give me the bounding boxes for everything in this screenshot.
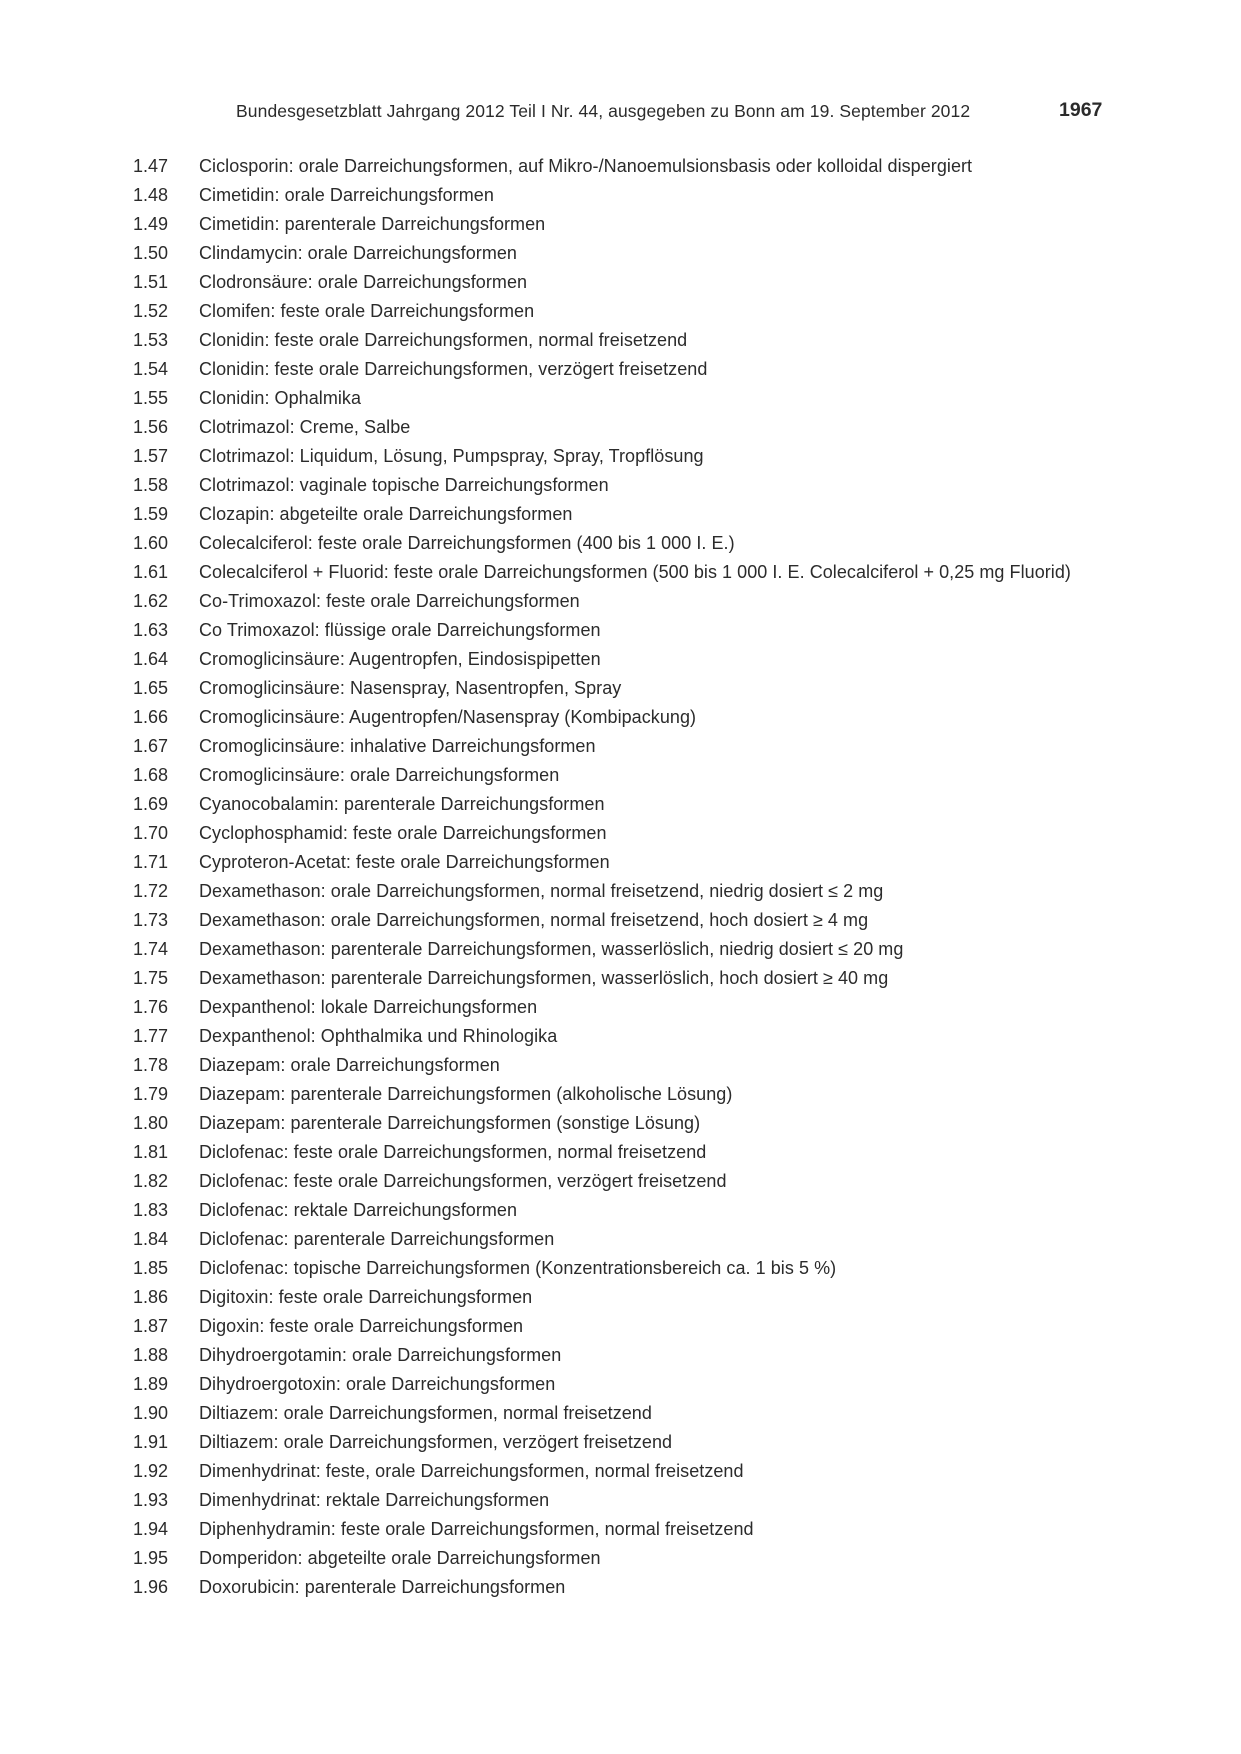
- list-item: [133, 1341, 1118, 1370]
- entry-text: Clodronsäure: orale Darreichungsformen: [199, 272, 528, 292]
- list-item: [133, 326, 1118, 355]
- entry-number: 1.79: [133, 1084, 169, 1104]
- list-item: [133, 1022, 1118, 1051]
- list-item: [133, 645, 1118, 674]
- entry-text: Cromoglicinsäure: Augentropfen, Eindosispipetten: [199, 649, 601, 669]
- entry-number: 1.74: [133, 939, 169, 959]
- entry-number: 1.80: [133, 1113, 169, 1133]
- entry-number: 1.63: [133, 620, 169, 640]
- entry-text: Diphenhydramin: feste orale Darreichungsformen, normal freisetzend: [199, 1519, 754, 1539]
- entry-text: Domperidon: abgeteilte orale Darreichungsformen: [199, 1548, 601, 1568]
- list-item: [133, 732, 1118, 761]
- entry-number: 1.62: [133, 591, 169, 611]
- entry-text: Dexamethason: parenterale Darreichungsformen, wasserlöslich, niedrig dosiert ≤ 20 mg: [199, 939, 904, 959]
- list-item: [133, 1225, 1118, 1254]
- entry-text: Cyclophosphamid: feste orale Darreichungsformen: [199, 823, 607, 843]
- entry-number: 1.85: [133, 1258, 169, 1278]
- list-item: [133, 1051, 1118, 1080]
- entry-number: 1.57: [133, 446, 169, 466]
- entry-number: 1.96: [133, 1577, 169, 1597]
- list-item: [133, 558, 1118, 587]
- list-item: [133, 906, 1118, 935]
- entry-number: 1.64: [133, 649, 169, 669]
- entry-number: 1.55: [133, 388, 169, 408]
- list-item: [133, 268, 1118, 297]
- list-item: [133, 935, 1118, 964]
- entry-text: Diclofenac: topische Darreichungsformen (Konzentrationsbereich ca. 1 bis 5 %): [199, 1258, 837, 1278]
- entry-text: Clonidin: feste orale Darreichungsformen, normal freisetzend: [199, 330, 688, 350]
- list-item: [133, 1486, 1118, 1515]
- entry-number: 1.87: [133, 1316, 169, 1336]
- list-item: [133, 181, 1118, 210]
- list-item: [133, 1167, 1118, 1196]
- entry-number: 1.48: [133, 185, 169, 205]
- entry-number: 1.78: [133, 1055, 169, 1075]
- entry-number: 1.89: [133, 1374, 169, 1394]
- entry-text: Clotrimazol: Creme, Salbe: [199, 417, 411, 437]
- list-item: [133, 529, 1118, 558]
- entry-text: Clindamycin: orale Darreichungsformen: [199, 243, 517, 263]
- entry-text: Cromoglicinsäure: Nasenspray, Nasentropfen, Spray: [199, 678, 622, 698]
- entry-text: Clomifen: feste orale Darreichungsformen: [199, 301, 535, 321]
- entry-number: 1.91: [133, 1432, 169, 1452]
- entry-text: Co-Trimoxazol: feste orale Darreichungsformen: [199, 591, 580, 611]
- entry-number: 1.49: [133, 214, 169, 234]
- entry-number: 1.56: [133, 417, 169, 437]
- entry-number: 1.90: [133, 1403, 169, 1423]
- entry-number: 1.50: [133, 243, 169, 263]
- entry-text: Co Trimoxazol: flüssige orale Darreichungsformen: [199, 620, 601, 640]
- list-item: [133, 1138, 1118, 1167]
- entry-text: Digitoxin: feste orale Darreichungsformen: [199, 1287, 533, 1307]
- entry-text: Diazepam: orale Darreichungsformen: [199, 1055, 500, 1075]
- list-item: [133, 1428, 1118, 1457]
- entry-number: 1.77: [133, 1026, 169, 1046]
- entry-number: 1.72: [133, 881, 169, 901]
- list-item: [133, 819, 1118, 848]
- list-item: [133, 1399, 1118, 1428]
- entry-number: 1.52: [133, 301, 169, 321]
- drug-entry-list: [133, 152, 1118, 1602]
- entry-text: Colecalciferol: feste orale Darreichungsformen (400 bis 1 000 I. E.): [199, 533, 735, 553]
- list-item: [133, 413, 1118, 442]
- entry-number: 1.51: [133, 272, 169, 292]
- list-item: [133, 500, 1118, 529]
- entry-text: Clonidin: Ophalmika: [199, 388, 362, 408]
- entry-number: 1.73: [133, 910, 169, 930]
- list-item: [133, 1254, 1118, 1283]
- list-item: [133, 1457, 1118, 1486]
- list-item: [133, 1196, 1118, 1225]
- list-item: [133, 1312, 1118, 1341]
- entry-text: Dimenhydrinat: rektale Darreichungsformen: [199, 1490, 550, 1510]
- entry-text: Doxorubicin: parenterale Darreichungsformen: [199, 1577, 566, 1597]
- entry-text: Cimetidin: orale Darreichungsformen: [199, 185, 494, 205]
- entry-text: Cromoglicinsäure: Augentropfen/Nasenspray (Kombipackung): [199, 707, 697, 727]
- entry-text: Dexamethason: orale Darreichungsformen, normal freisetzend, niedrig dosiert ≤ 2 mg: [199, 881, 884, 901]
- entry-text: Colecalciferol + Fluorid: feste orale Darreichungsformen (500 bis 1 000 I. E. Colecalciferol + 0,25 mg Fluorid): [199, 562, 1071, 582]
- entry-number: 1.53: [133, 330, 169, 350]
- entry-text: Dihydroergotamin: orale Darreichungsformen: [199, 1345, 562, 1365]
- entry-text: Dexamethason: parenterale Darreichungsformen, wasserlöslich, hoch dosiert ≥ 40 mg: [199, 968, 889, 988]
- entry-text: Diclofenac: rektale Darreichungsformen: [199, 1200, 518, 1220]
- list-item: [133, 761, 1118, 790]
- entry-text: Dexamethason: orale Darreichungsformen, normal freisetzend, hoch dosiert ≥ 4 mg: [199, 910, 869, 930]
- list-item: [133, 616, 1118, 645]
- list-item: [133, 1515, 1118, 1544]
- list-item: [133, 384, 1118, 413]
- entry-number: 1.83: [133, 1200, 169, 1220]
- entry-text: Dexpanthenol: Ophthalmika und Rhinologika: [199, 1026, 558, 1046]
- entry-number: 1.84: [133, 1229, 169, 1249]
- list-item: [133, 964, 1118, 993]
- entry-number: 1.71: [133, 852, 169, 872]
- entry-number: 1.76: [133, 997, 169, 1017]
- list-item: [133, 587, 1118, 616]
- list-item: [133, 442, 1118, 471]
- entry-number: 1.70: [133, 823, 169, 843]
- list-item: [133, 355, 1118, 384]
- list-item: [133, 848, 1118, 877]
- entry-number: 1.68: [133, 765, 169, 785]
- entry-number: 1.47: [133, 156, 169, 176]
- entry-text: Diltiazem: orale Darreichungsformen, normal freisetzend: [199, 1403, 652, 1423]
- entry-text: Diclofenac: feste orale Darreichungsformen, verzögert freisetzend: [199, 1171, 727, 1191]
- entry-text: Diclofenac: parenterale Darreichungsformen: [199, 1229, 555, 1249]
- entry-number: 1.92: [133, 1461, 169, 1481]
- entry-text: Cromoglicinsäure: inhalative Darreichungsformen: [199, 736, 596, 756]
- list-item: [133, 1283, 1118, 1312]
- page-header: [0, 99, 1241, 127]
- entry-text: Diclofenac: feste orale Darreichungsformen, normal freisetzend: [199, 1142, 707, 1162]
- list-item: [133, 1080, 1118, 1109]
- list-item: [133, 471, 1118, 500]
- entry-text: Digoxin: feste orale Darreichungsformen: [199, 1316, 524, 1336]
- entry-number: 1.88: [133, 1345, 169, 1365]
- entry-text: Dihydroergotoxin: orale Darreichungsformen: [199, 1374, 556, 1394]
- list-item: [133, 790, 1118, 819]
- page-number: 1967: [1059, 99, 1103, 121]
- entry-text: Clotrimazol: vaginale topische Darreichungsformen: [199, 475, 609, 495]
- entry-number: 1.93: [133, 1490, 169, 1510]
- entry-text: Clotrimazol: Liquidum, Lösung, Pumpspray, Spray, Tropflösung: [199, 446, 704, 466]
- entry-text: Ciclosporin: orale Darreichungsformen, auf Mikro-/Nanoemulsionsbasis oder kolloidal dispergiert: [199, 156, 973, 176]
- list-item: [133, 297, 1118, 326]
- entry-number: 1.61: [133, 562, 169, 582]
- entry-text: Dimenhydrinat: feste, orale Darreichungsformen, normal freisetzend: [199, 1461, 744, 1481]
- entry-number: 1.95: [133, 1548, 169, 1568]
- list-item: [133, 674, 1118, 703]
- entry-text: Dexpanthenol: lokale Darreichungsformen: [199, 997, 538, 1017]
- entry-number: 1.60: [133, 533, 169, 553]
- entry-number: 1.54: [133, 359, 169, 379]
- entry-text: Diltiazem: orale Darreichungsformen, verzögert freisetzend: [199, 1432, 673, 1452]
- entry-number: 1.69: [133, 794, 169, 814]
- entry-text: Cyanocobalamin: parenterale Darreichungsformen: [199, 794, 605, 814]
- gazette-header-title: Bundesgesetzblatt Jahrgang 2012 Teil I Nr. 44, ausgegeben zu Bonn am 19. September 2012: [236, 101, 971, 121]
- entry-number: 1.81: [133, 1142, 169, 1162]
- entry-text: Clozapin: abgeteilte orale Darreichungsformen: [199, 504, 573, 524]
- list-item: [133, 239, 1118, 268]
- entry-number: 1.94: [133, 1519, 169, 1539]
- list-item: [133, 993, 1118, 1022]
- entry-text: Diazepam: parenterale Darreichungsformen (alkoholische Lösung): [199, 1084, 733, 1104]
- entry-number: 1.86: [133, 1287, 169, 1307]
- entry-number: 1.67: [133, 736, 169, 756]
- entry-number: 1.65: [133, 678, 169, 698]
- entry-number: 1.58: [133, 475, 169, 495]
- entry-text: Cromoglicinsäure: orale Darreichungsformen: [199, 765, 560, 785]
- entry-number: 1.59: [133, 504, 169, 524]
- entry-number: 1.66: [133, 707, 169, 727]
- entry-text: Cimetidin: parenterale Darreichungsformen: [199, 214, 546, 234]
- entry-number: 1.75: [133, 968, 169, 988]
- entry-text: Cyproteron-Acetat: feste orale Darreichungsformen: [199, 852, 610, 872]
- list-item: [133, 1109, 1118, 1138]
- list-item: [133, 210, 1118, 239]
- list-item: [133, 877, 1118, 906]
- entry-text: Diazepam: parenterale Darreichungsformen (sonstige Lösung): [199, 1113, 701, 1133]
- list-item: [133, 1370, 1118, 1399]
- entry-number: 1.82: [133, 1171, 169, 1191]
- list-item: [133, 703, 1118, 732]
- list-item: [133, 1544, 1118, 1573]
- entry-text: Clonidin: feste orale Darreichungsformen, verzögert freisetzend: [199, 359, 708, 379]
- list-item: [133, 152, 1118, 181]
- list-item: [133, 1573, 1118, 1602]
